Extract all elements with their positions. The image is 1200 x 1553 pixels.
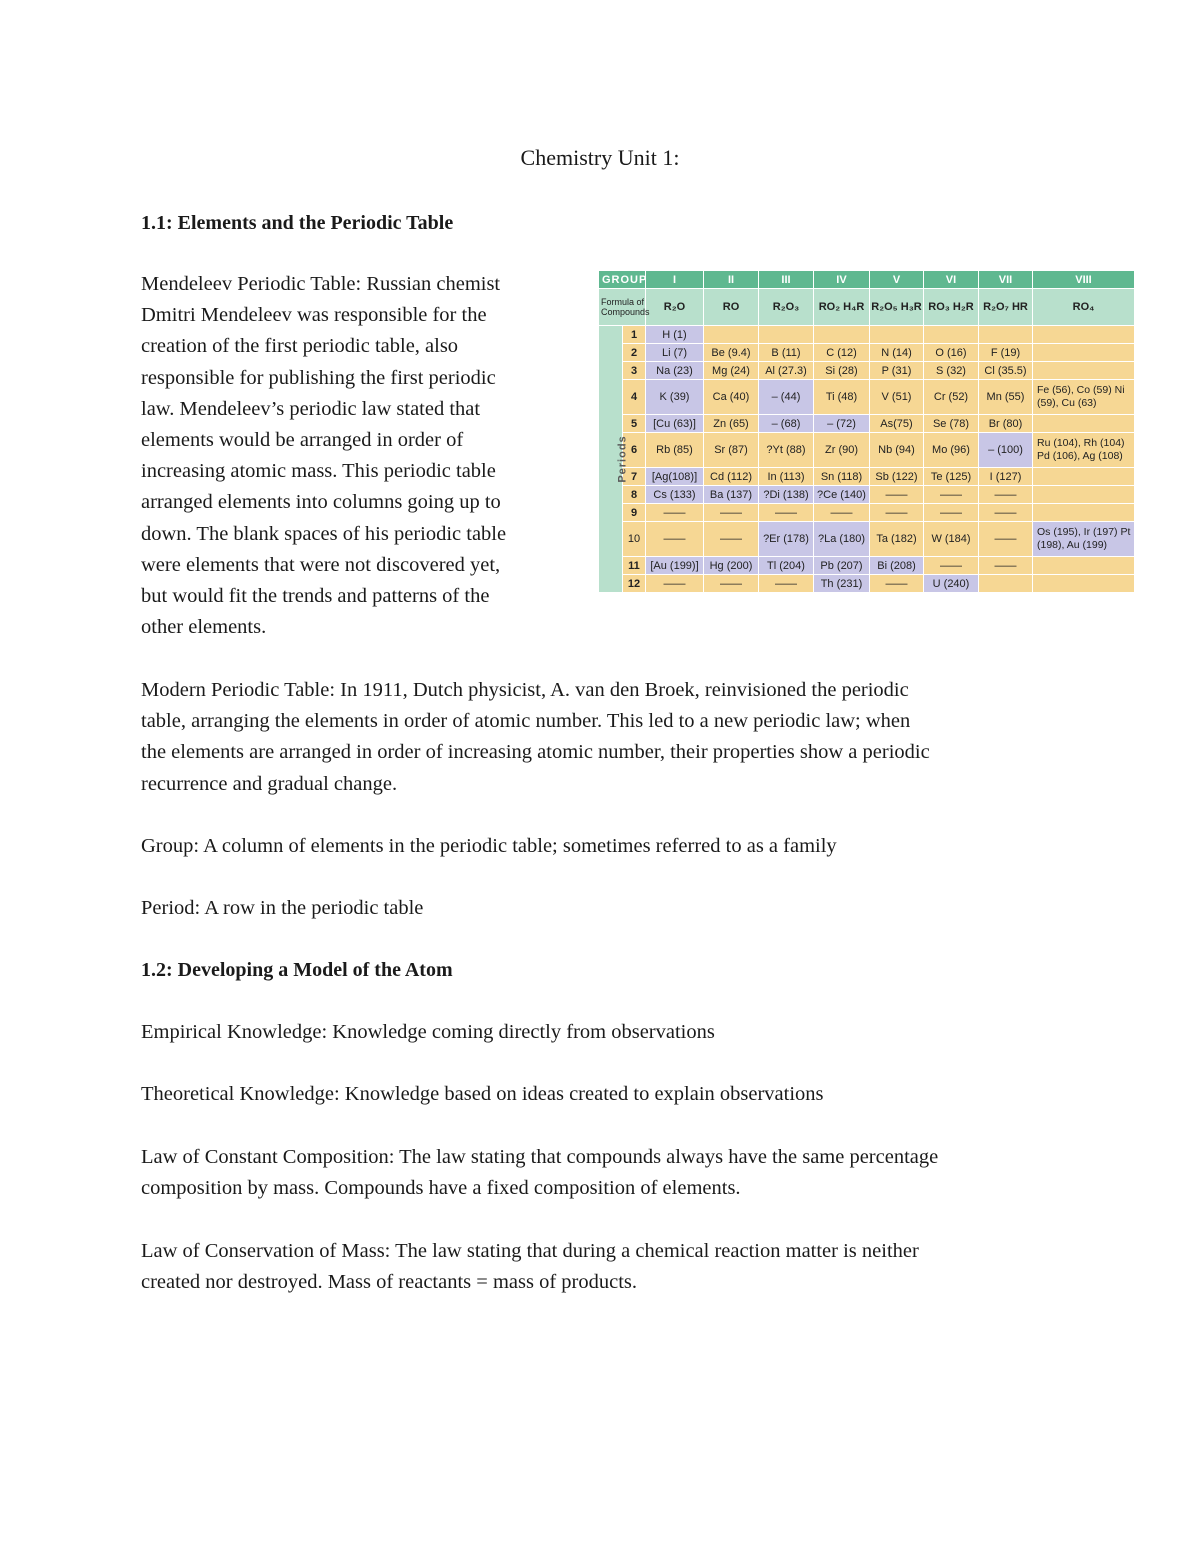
text-line: down. The blank spaces of his periodic table <box>141 522 507 545</box>
element-cell: Hg (200) <box>704 557 759 575</box>
element-cell: —— <box>646 522 704 557</box>
element-cell <box>979 326 1033 344</box>
formula-cell: R₂O₇ HR <box>979 289 1033 326</box>
table-row <box>599 522 1135 557</box>
element-cell: —— <box>979 557 1033 575</box>
element-cell: Br (80) <box>979 415 1033 433</box>
element-cell: —— <box>704 504 759 522</box>
element-cell: —— <box>870 575 924 593</box>
element-cell: —— <box>704 575 759 593</box>
element-cell: [Ag(108)] <box>646 468 704 486</box>
element-cell: Al (27.3) <box>759 362 814 380</box>
element-cell: Cr (52) <box>924 380 979 415</box>
element-cell: W (184) <box>924 522 979 557</box>
element-cell: Si (28) <box>814 362 870 380</box>
text-line: created nor destroyed. Mass of reactants = mass of products. <box>141 1271 638 1294</box>
element-cell <box>1033 326 1135 344</box>
element-cell: I (127) <box>979 468 1033 486</box>
formula-cell: RO₃ H₂R <box>924 289 979 326</box>
element-cell: —— <box>979 486 1033 504</box>
element-cell: [Cu (63)] <box>646 415 704 433</box>
period-number: 7 <box>623 468 646 486</box>
constant-composition-paragraph <box>141 1142 1071 1204</box>
element-cell: Zr (90) <box>814 433 870 468</box>
element-cell: —— <box>814 504 870 522</box>
element-cell: ?Yt (88) <box>759 433 814 468</box>
period-number: 3 <box>623 362 646 380</box>
element-cell: Fe (56), Co (59) Ni (59), Cu (63) <box>1033 380 1135 415</box>
element-cell: – (100) <box>979 433 1033 468</box>
element-cell: Li (7) <box>646 344 704 362</box>
element-cell: [Au (199)] <box>646 557 704 575</box>
element-cell: In (113) <box>759 468 814 486</box>
period-number: 5 <box>623 415 646 433</box>
element-cell <box>1033 415 1135 433</box>
mendeleev-periodic-table <box>598 270 1134 604</box>
element-cell: Ti (48) <box>814 380 870 415</box>
period-definition: Period: A row in the periodic table <box>141 897 424 919</box>
text-line: increasing atomic mass. This periodic table <box>141 460 496 483</box>
element-cell: Sb (122) <box>870 468 924 486</box>
text-line: table, arranging the elements in order of atomic number. This led to a new periodic law; when <box>141 710 911 733</box>
element-cell <box>1033 468 1135 486</box>
element-cell: F (19) <box>979 344 1033 362</box>
element-cell: —— <box>979 504 1033 522</box>
section-heading-elements: 1.1: Elements and the Periodic Table <box>141 212 454 234</box>
group-header: III <box>759 271 814 289</box>
formula-cell: R₂O₃ <box>759 289 814 326</box>
periods-label-cell <box>599 326 629 593</box>
element-cell: —— <box>704 522 759 557</box>
period-number: 8 <box>623 486 646 504</box>
element-cell: N (14) <box>870 344 924 362</box>
table-row <box>599 575 1135 593</box>
element-cell <box>1033 557 1135 575</box>
group-label: GROUP <box>599 271 646 289</box>
table-row <box>599 362 1135 380</box>
element-cell: —— <box>759 575 814 593</box>
element-cell: —— <box>870 486 924 504</box>
text-line: other elements. <box>141 616 267 639</box>
element-cell: Na (23) <box>646 362 704 380</box>
element-cell: Sn (118) <box>814 468 870 486</box>
period-number: 1 <box>623 326 646 344</box>
text-line: recurrence and gradual change. <box>141 772 398 795</box>
formula-cell: R₂O <box>646 289 704 326</box>
element-cell: —— <box>924 557 979 575</box>
group-header-row <box>599 271 1135 289</box>
element-cell: V (51) <box>870 380 924 415</box>
element-cell: – (72) <box>814 415 870 433</box>
element-cell: Sr (87) <box>704 433 759 468</box>
text-line: creation of the first periodic table, also <box>141 335 459 358</box>
periods-label: Periods <box>616 435 629 483</box>
element-cell: O (16) <box>924 344 979 362</box>
group-definition: Group: A column of elements in the periodic table; sometimes referred to as a family <box>141 835 837 857</box>
mendeleev-paragraph <box>141 269 571 643</box>
text-line: Mendeleev Periodic Table: Russian chemist <box>141 273 501 295</box>
modern-paragraph <box>141 675 1071 800</box>
text-line: but would fit the trends and patterns of the <box>141 585 490 608</box>
formula-cell: R₂O₅ H₃R <box>870 289 924 326</box>
table-row <box>599 468 1135 486</box>
element-cell: Zn (65) <box>704 415 759 433</box>
element-cell: Cl (35.5) <box>979 362 1033 380</box>
element-cell: —— <box>924 486 979 504</box>
element-cell: —— <box>759 504 814 522</box>
group-header: VII <box>979 271 1033 289</box>
element-cell <box>759 326 814 344</box>
formula-row <box>599 289 1135 326</box>
element-cell: Mo (96) <box>924 433 979 468</box>
table-row <box>599 326 1135 344</box>
element-cell: —— <box>646 575 704 593</box>
empirical-definition: Empirical Knowledge: Knowledge coming directly from observations <box>141 1021 715 1043</box>
table-row <box>599 433 1135 468</box>
period-number: 9 <box>623 504 646 522</box>
element-cell: U (240) <box>924 575 979 593</box>
formula-label: Formula of Compounds <box>599 289 646 326</box>
period-number: 10 <box>623 522 646 557</box>
section-heading-atom-model: 1.2: Developing a Model of the Atom <box>141 959 453 981</box>
formula-cell: RO₂ H₄R <box>814 289 870 326</box>
table-row <box>599 380 1135 415</box>
text-line: were elements that were not discovered yet, <box>141 553 501 576</box>
element-cell: ?Di (138) <box>759 486 814 504</box>
element-cell: Mn (55) <box>979 380 1033 415</box>
group-header: V <box>870 271 924 289</box>
element-cell: Se (78) <box>924 415 979 433</box>
element-cell: C (12) <box>814 344 870 362</box>
text-line: composition by mass. Compounds have a fixed composition of elements. <box>141 1177 741 1200</box>
table-row <box>599 344 1135 362</box>
period-number: 12 <box>623 575 646 593</box>
group-header: II <box>704 271 759 289</box>
table-row <box>599 415 1135 433</box>
period-number: 11 <box>623 557 646 575</box>
element-cell: ?Ce (140) <box>814 486 870 504</box>
element-cell: ?La (180) <box>814 522 870 557</box>
text-line: Modern Periodic Table: In 1911, Dutch physicist, A. van den Broek, reinvisioned the periodic <box>141 679 909 701</box>
element-cell: —— <box>979 522 1033 557</box>
element-cell: Ca (40) <box>704 380 759 415</box>
document-title: Chemistry Unit 1: <box>520 145 680 170</box>
element-cell: —— <box>870 504 924 522</box>
element-cell: H (1) <box>646 326 704 344</box>
element-cell <box>979 575 1033 593</box>
element-cell: Mg (24) <box>704 362 759 380</box>
element-cell: Pb (207) <box>814 557 870 575</box>
element-cell: Th (231) <box>814 575 870 593</box>
theoretical-definition: Theoretical Knowledge: Knowledge based on ideas created to explain observations <box>141 1083 824 1105</box>
element-cell: —— <box>646 504 704 522</box>
text-line: Law of Constant Composition: The law stating that compounds always have the same percentage <box>141 1146 939 1168</box>
element-cell: Ru (104), Rh (104) Pd (106), Ag (108) <box>1033 433 1135 468</box>
element-cell: Tl (204) <box>759 557 814 575</box>
text-line: law. Mendeleev’s periodic law stated that <box>141 397 481 420</box>
element-cell: As(75) <box>870 415 924 433</box>
element-cell: Cs (133) <box>646 486 704 504</box>
element-cell <box>1033 344 1135 362</box>
element-cell <box>924 326 979 344</box>
period-number: 4 <box>623 380 646 415</box>
element-cell <box>1033 575 1135 593</box>
element-cell: Be (9.4) <box>704 344 759 362</box>
formula-cell: RO <box>704 289 759 326</box>
element-cell: Nb (94) <box>870 433 924 468</box>
text-line: elements would be arranged in order of <box>141 429 464 452</box>
element-cell: S (32) <box>924 362 979 380</box>
element-cell: Rb (85) <box>646 433 704 468</box>
formula-cell: RO₄ <box>1033 289 1135 326</box>
text-line: Dmitri Mendeleev was responsible for the <box>141 304 487 327</box>
element-cell: P (31) <box>870 362 924 380</box>
period-number: 6 <box>623 433 646 468</box>
element-cell: B (11) <box>759 344 814 362</box>
element-cell: —— <box>924 504 979 522</box>
element-cell: – (44) <box>759 380 814 415</box>
element-cell <box>704 326 759 344</box>
element-cell: Cd (112) <box>704 468 759 486</box>
element-cell <box>1033 504 1135 522</box>
element-cell: Te (125) <box>924 468 979 486</box>
text-line: Law of Conservation of Mass: The law stating that during a chemical reaction matter is neither <box>141 1240 919 1262</box>
group-header: VIII <box>1033 271 1135 289</box>
element-cell: Ba (137) <box>704 486 759 504</box>
element-cell: K (39) <box>646 380 704 415</box>
group-header: IV <box>814 271 870 289</box>
text-line: the elements are arranged in order of increasing atomic number, their properties show a periodic <box>141 741 930 764</box>
table-row <box>599 557 1135 575</box>
group-header: I <box>646 271 704 289</box>
element-cell: ?Er (178) <box>759 522 814 557</box>
table-row <box>599 504 1135 522</box>
element-cell: Ta (182) <box>870 522 924 557</box>
group-header: VI <box>924 271 979 289</box>
conservation-mass-paragraph <box>141 1236 1071 1298</box>
table-row <box>599 486 1135 504</box>
element-cell: – (68) <box>759 415 814 433</box>
element-cell <box>1033 486 1135 504</box>
element-cell <box>870 326 924 344</box>
text-line: arranged elements into columns going up to <box>141 491 501 514</box>
text-line: responsible for publishing the first periodic <box>141 366 496 389</box>
element-cell <box>814 326 870 344</box>
element-cell <box>1033 362 1135 380</box>
element-cell: Os (195), Ir (197) Pt (198), Au (199) <box>1033 522 1135 557</box>
period-number: 2 <box>623 344 646 362</box>
element-cell: Bi (208) <box>870 557 924 575</box>
